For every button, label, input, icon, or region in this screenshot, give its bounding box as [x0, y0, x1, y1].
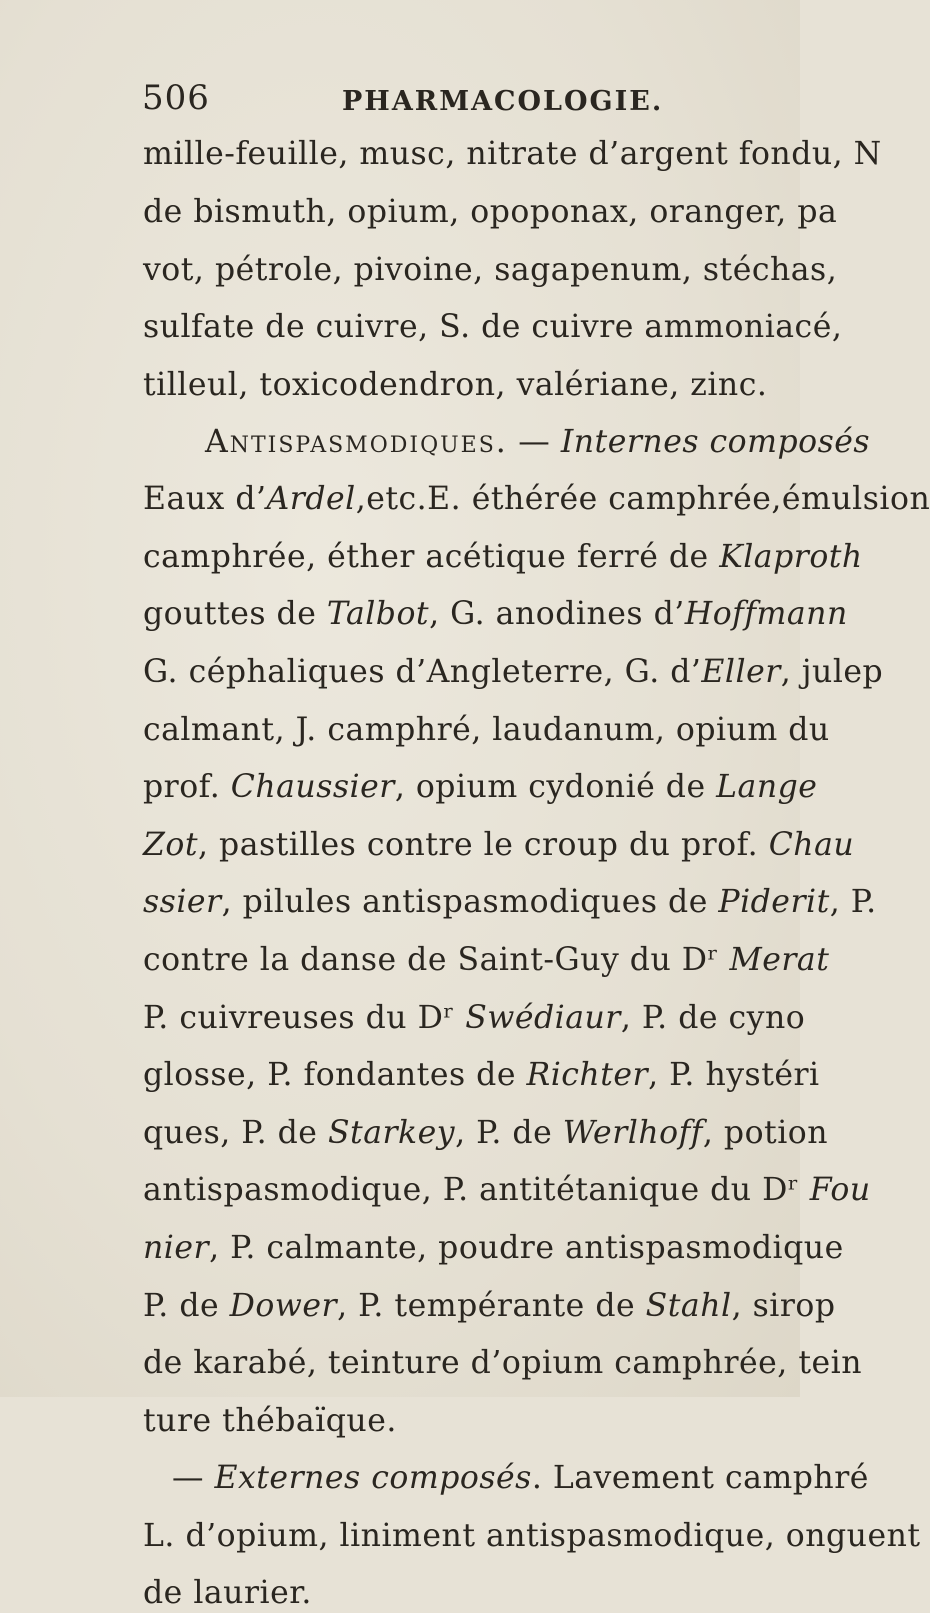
text-segment: Hoffmann: [684, 596, 848, 632]
text-segment: P. de: [143, 1288, 230, 1324]
text-segment: , P. de: [455, 1115, 563, 1151]
text-segment: mille-feuille, musc, nitrate d’argent fondu, N: [143, 136, 882, 172]
text-line: [143, 1573, 312, 1613]
running-title: PHARMACOLOGIE.: [342, 86, 664, 117]
text-segment: gouttes de: [143, 596, 327, 632]
text-line: [143, 134, 882, 174]
body-text: [0, 122, 930, 1611]
text-segment: Eller: [701, 654, 781, 690]
text-segment: antispasmodique, P. antitétanique du Dʳ: [143, 1172, 810, 1208]
text-segment: Chau: [768, 827, 855, 863]
text-line: [143, 998, 805, 1038]
text-line: [143, 652, 883, 692]
text-line: [143, 1343, 862, 1383]
text-segment: ssier: [143, 884, 222, 920]
text-segment: Antispasmodiques.: [205, 424, 508, 460]
text-line: [143, 537, 863, 577]
text-segment: Klaproth: [719, 539, 863, 575]
text-line: [143, 1170, 871, 1210]
text-line: [143, 1401, 397, 1441]
text-line: [143, 825, 854, 865]
text-segment: Fou: [809, 1172, 871, 1208]
text-segment: de laurier.: [143, 1575, 312, 1611]
page-number: 506: [142, 78, 210, 118]
text-segment: , pastilles contre le croup du prof.: [198, 827, 769, 863]
text-line: [143, 192, 837, 232]
text-segment: Internes composés: [560, 424, 871, 460]
text-segment: Dower: [229, 1288, 338, 1324]
text-segment: . Lavement camphré: [531, 1460, 869, 1496]
text-segment: , opium cydonié de: [394, 769, 717, 805]
text-segment: —: [507, 424, 561, 460]
text-segment: Piderit: [718, 884, 830, 920]
text-segment: Talbot: [326, 596, 430, 632]
text-segment: Eaux d’: [143, 481, 267, 517]
text-segment: prof.: [143, 769, 231, 805]
text-segment: , potion: [702, 1115, 829, 1151]
text-segment: , sirop: [731, 1288, 836, 1324]
text-line: [143, 940, 829, 980]
text-segment: , P. calmante, poudre antispasmodique: [209, 1230, 844, 1266]
page-header: [142, 78, 782, 118]
text-segment: Starkey: [327, 1115, 456, 1151]
text-segment: calmant, J. camphré, laudanum, opium du: [143, 712, 830, 748]
text-segment: tilleul, toxicodendron, valériane, zinc.: [143, 367, 768, 403]
text-segment: glosse, P. fondantes de: [143, 1057, 527, 1093]
text-line: [143, 767, 817, 807]
text-segment: vot, pétrole, pivoine, sagapenum, stéchas,: [143, 252, 838, 288]
text-segment: Ardel: [266, 481, 356, 517]
text-segment: Werlhoff: [562, 1115, 703, 1151]
text-line: [143, 710, 830, 750]
text-segment: nier: [143, 1230, 210, 1266]
text-segment: Richter: [526, 1057, 649, 1093]
text-segment: P. cuivreuses du Dʳ: [143, 1000, 466, 1036]
text-segment: —: [172, 1460, 215, 1496]
text-segment: , P. tempérante de: [337, 1288, 646, 1324]
text-segment: Zot: [143, 827, 199, 863]
text-line: [143, 1113, 828, 1153]
text-segment: , P.: [829, 884, 877, 920]
text-segment: camphrée, éther acétique ferré de: [143, 539, 720, 575]
text-segment: L. d’opium, liniment antispasmodique, onguent: [143, 1518, 921, 1554]
text-segment: Stahl: [645, 1288, 732, 1324]
text-line: [172, 1458, 869, 1498]
text-segment: G. céphaliques d’Angleterre, G. d’: [143, 654, 702, 690]
text-segment: , P. de cyno: [620, 1000, 806, 1036]
text-line: [205, 422, 870, 462]
text-segment: ,etc.E. éthérée camphrée,émulsion: [355, 481, 930, 517]
text-line: [143, 479, 930, 519]
text-segment: , julep: [780, 654, 884, 690]
text-segment: , P. hystéri: [648, 1057, 820, 1093]
text-segment: de karabé, teinture d’opium camphrée, tein: [143, 1345, 862, 1381]
text-segment: ture thébaïque.: [143, 1403, 397, 1439]
text-segment: , pilules antispasmodiques de: [221, 884, 719, 920]
text-line: [143, 1286, 836, 1326]
text-segment: de bismuth, opium, opoponax, oranger, pa: [143, 194, 838, 230]
text-line: [143, 307, 842, 347]
text-segment: Merat: [729, 942, 830, 978]
text-line: [143, 1055, 820, 1095]
text-line: [143, 882, 877, 922]
text-segment: ques, P. de: [143, 1115, 328, 1151]
text-segment: Swédiaur: [465, 1000, 621, 1036]
text-line: [143, 1228, 844, 1268]
text-line: [143, 250, 837, 290]
text-line: [143, 365, 767, 405]
text-line: [143, 594, 848, 634]
text-segment: Chaussier: [230, 769, 395, 805]
text-segment: Lange: [716, 769, 818, 805]
text-segment: Externes composés: [214, 1460, 532, 1496]
text-segment: , G. anodines d’: [429, 596, 685, 632]
text-segment: contre la danse de Saint-Guy du Dʳ: [143, 942, 730, 978]
text-segment: sulfate de cuivre, S. de cuivre ammoniacé,: [143, 309, 843, 345]
text-line: [143, 1516, 921, 1556]
